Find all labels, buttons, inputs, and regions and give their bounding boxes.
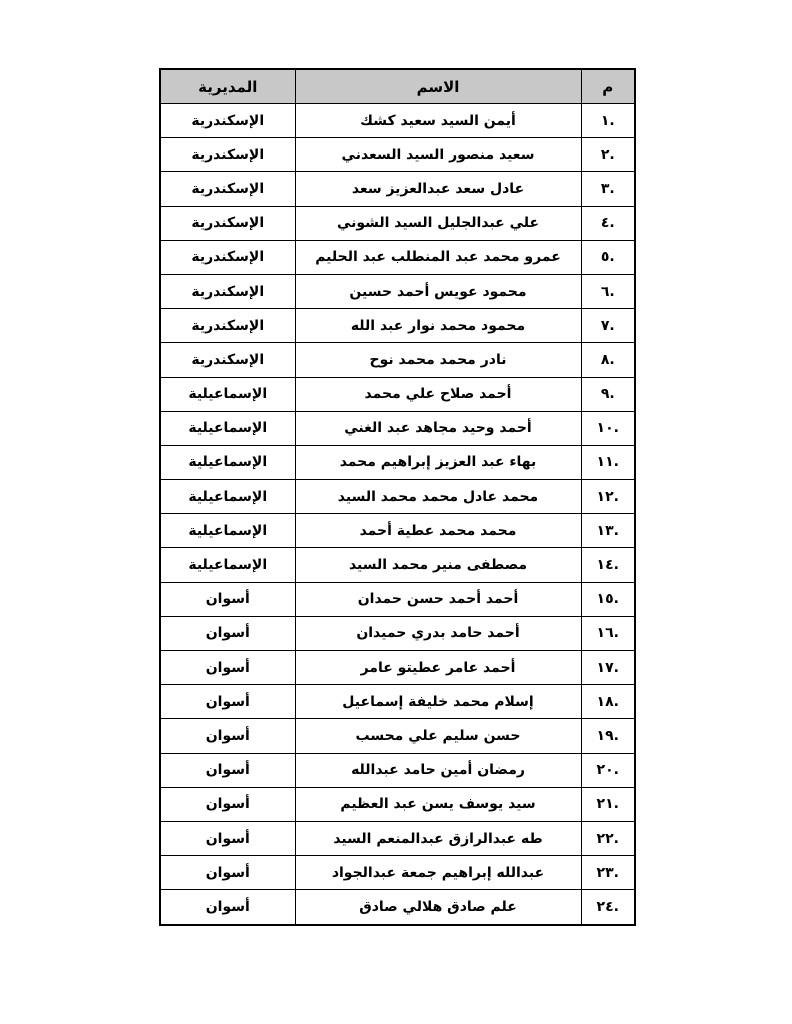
directorate-cell: الإسكندرية bbox=[160, 343, 295, 377]
row-number-cell: .٢٠ bbox=[581, 753, 635, 787]
table-row bbox=[160, 309, 635, 343]
directorate-cell: أسوان bbox=[160, 787, 295, 821]
table-row bbox=[160, 719, 635, 753]
directorate-cell: أسوان bbox=[160, 753, 295, 787]
directorate-cell: الإسماعيلية bbox=[160, 411, 295, 445]
table-row bbox=[160, 856, 635, 890]
directorate-cell: الإسماعيلية bbox=[160, 514, 295, 548]
directorate-cell: أسوان bbox=[160, 856, 295, 890]
row-number-cell: .٤ bbox=[581, 206, 635, 240]
table-row bbox=[160, 514, 635, 548]
table-row bbox=[160, 411, 635, 445]
name-cell: حسن سليم علي محسب bbox=[295, 719, 581, 753]
name-cell: سعيد منصور السيد السعدني bbox=[295, 138, 581, 172]
table-row bbox=[160, 240, 635, 274]
name-cell: عمرو محمد عبد المنطلب عبد الحليم bbox=[295, 240, 581, 274]
directorate-cell: الإسماعيلية bbox=[160, 548, 295, 582]
table-row bbox=[160, 685, 635, 719]
name-cell: محمد عادل محمد محمد السيد bbox=[295, 480, 581, 514]
directorate-cell: الإسكندرية bbox=[160, 172, 295, 206]
row-number-cell: .١٥ bbox=[581, 582, 635, 616]
table-row bbox=[160, 138, 635, 172]
name-cell: رمضان أمين حامد عبدالله bbox=[295, 753, 581, 787]
name-cell: محمود عويس أحمد حسين bbox=[295, 274, 581, 308]
table-row bbox=[160, 206, 635, 240]
table-header bbox=[160, 69, 635, 104]
name-cell: إسلام محمد خليفة إسماعيل bbox=[295, 685, 581, 719]
table-row bbox=[160, 274, 635, 308]
directorate-cell: الإسكندرية bbox=[160, 138, 295, 172]
row-number-cell: .٨ bbox=[581, 343, 635, 377]
header-row bbox=[160, 69, 635, 104]
table-row bbox=[160, 480, 635, 514]
row-number-cell: .١٩ bbox=[581, 719, 635, 753]
name-cell: عبدالله إبراهيم جمعة عبدالجواد bbox=[295, 856, 581, 890]
row-number-cell: .١٦ bbox=[581, 616, 635, 650]
name-cell: نادر محمد محمد نوح bbox=[295, 343, 581, 377]
row-number-cell: .١٣ bbox=[581, 514, 635, 548]
header-num: م bbox=[581, 69, 635, 104]
row-number-cell: .٢٤ bbox=[581, 890, 635, 925]
name-cell: سيد يوسف يسن عبد العظيم bbox=[295, 787, 581, 821]
table-row bbox=[160, 582, 635, 616]
row-number-cell: .٢٣ bbox=[581, 856, 635, 890]
directorate-cell: أسوان bbox=[160, 651, 295, 685]
directorate-cell: الإسكندرية bbox=[160, 206, 295, 240]
name-cell: أيمن السيد سعيد كشك bbox=[295, 104, 581, 138]
header-directorate: المديرية bbox=[160, 69, 295, 104]
row-number-cell: .١٢ bbox=[581, 480, 635, 514]
row-number-cell: .١٤ bbox=[581, 548, 635, 582]
directorate-names-table bbox=[159, 68, 636, 926]
table-row bbox=[160, 890, 635, 925]
row-number-cell: .١ bbox=[581, 104, 635, 138]
directorate-cell: أسوان bbox=[160, 616, 295, 650]
table-row bbox=[160, 377, 635, 411]
name-cell: علم صادق هلالي صادق bbox=[295, 890, 581, 925]
table-row bbox=[160, 548, 635, 582]
directorate-cell: أسوان bbox=[160, 582, 295, 616]
directorate-cell: الإسكندرية bbox=[160, 240, 295, 274]
row-number-cell: .٣ bbox=[581, 172, 635, 206]
row-number-cell: .٢٢ bbox=[581, 821, 635, 855]
directorate-cell: أسوان bbox=[160, 821, 295, 855]
row-number-cell: .٩ bbox=[581, 377, 635, 411]
row-number-cell: .٧ bbox=[581, 309, 635, 343]
row-number-cell: .٦ bbox=[581, 274, 635, 308]
name-cell: مصطفى منير محمد السيد bbox=[295, 548, 581, 582]
table-row bbox=[160, 821, 635, 855]
table-row bbox=[160, 651, 635, 685]
directorate-cell: الإسكندرية bbox=[160, 274, 295, 308]
row-number-cell: .٥ bbox=[581, 240, 635, 274]
name-cell: أحمد صلاح علي محمد bbox=[295, 377, 581, 411]
name-cell: محمود محمد نوار عبد الله bbox=[295, 309, 581, 343]
row-number-cell: .١٨ bbox=[581, 685, 635, 719]
name-cell: علي عبدالجليل السيد الشوني bbox=[295, 206, 581, 240]
table-row bbox=[160, 787, 635, 821]
name-cell: بهاء عبد العزيز إبراهيم محمد bbox=[295, 445, 581, 479]
table-body bbox=[160, 104, 635, 925]
name-cell: أحمد أحمد حسن حمدان bbox=[295, 582, 581, 616]
directorate-cell: الإسماعيلية bbox=[160, 377, 295, 411]
table-row bbox=[160, 172, 635, 206]
directorate-cell: أسوان bbox=[160, 685, 295, 719]
directorate-cell: الإسماعيلية bbox=[160, 480, 295, 514]
table-row bbox=[160, 445, 635, 479]
row-number-cell: .١٧ bbox=[581, 651, 635, 685]
name-cell: أحمد عامر عطيتو عامر bbox=[295, 651, 581, 685]
row-number-cell: .١١ bbox=[581, 445, 635, 479]
directorate-cell: الإسماعيلية bbox=[160, 445, 295, 479]
directorate-cell: الإسكندرية bbox=[160, 309, 295, 343]
table-row bbox=[160, 616, 635, 650]
name-cell: محمد محمد عطية أحمد bbox=[295, 514, 581, 548]
name-cell: طه عبدالرازق عبدالمنعم السيد bbox=[295, 821, 581, 855]
name-cell: أحمد حامد بدري حميدان bbox=[295, 616, 581, 650]
name-cell: عادل سعد عبدالعزيز سعد bbox=[295, 172, 581, 206]
row-number-cell: .٢ bbox=[581, 138, 635, 172]
name-cell: أحمد وحيد مجاهد عبد الغني bbox=[295, 411, 581, 445]
directorate-cell: أسوان bbox=[160, 890, 295, 925]
table-row bbox=[160, 753, 635, 787]
table-row bbox=[160, 343, 635, 377]
table-row bbox=[160, 104, 635, 138]
directorate-cell: أسوان bbox=[160, 719, 295, 753]
row-number-cell: .٢١ bbox=[581, 787, 635, 821]
directorate-cell: الإسكندرية bbox=[160, 104, 295, 138]
header-name: الاسم bbox=[295, 69, 581, 104]
row-number-cell: .١٠ bbox=[581, 411, 635, 445]
